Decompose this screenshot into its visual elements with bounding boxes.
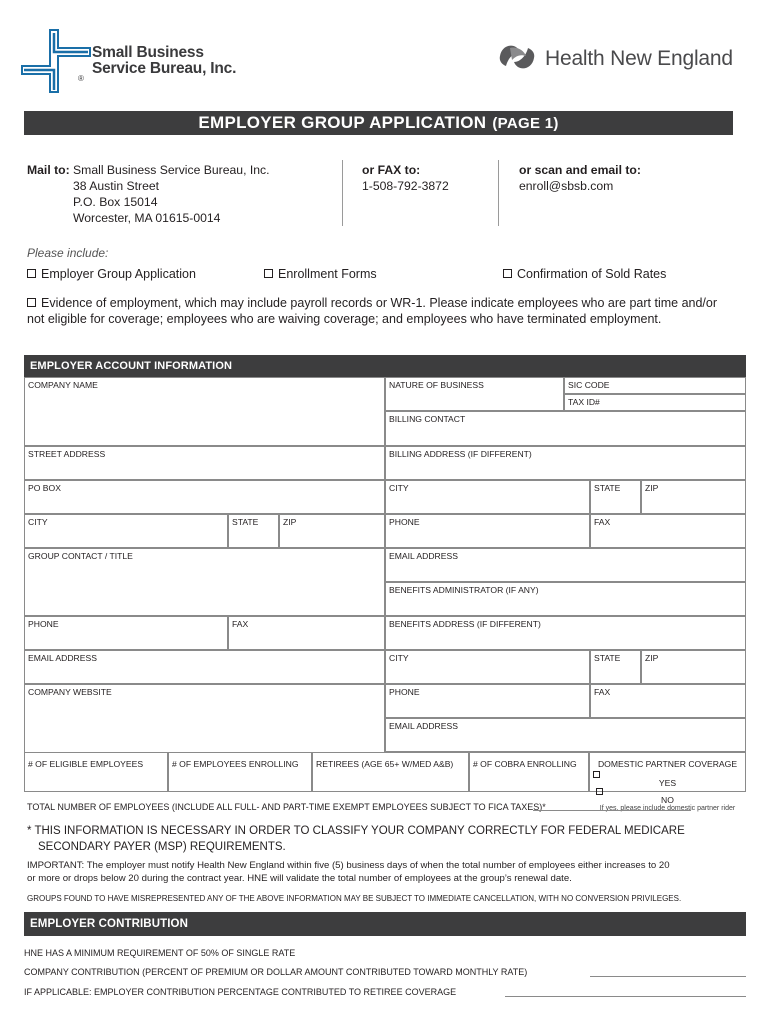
include-item-enrollment[interactable] [264,267,377,281]
no-checkbox-icon[interactable] [596,788,603,795]
page-title [24,111,733,135]
field-sic-code[interactable]: SIC CODE [564,377,746,394]
field-billing-zip[interactable]: ZIP [641,480,746,514]
field-billing-contact[interactable]: BILLING CONTACT [385,411,746,446]
checkbox-icon[interactable] [27,298,36,307]
no-label: NO [661,795,674,805]
checkbox-icon[interactable] [264,269,273,278]
msp-line2: SECONDARY PAYER (MSP) REQUIREMENTS. [38,841,286,853]
field-billing-phone[interactable]: PHONE [385,514,590,548]
include-item-label: Employer Group Application [41,267,196,281]
field-billing-email[interactable]: EMAIL ADDRESS [385,548,746,582]
divider [342,160,343,226]
sbsb-logo-text [92,45,236,77]
scan-block [519,162,641,194]
title-page: (PAGE 1) [492,114,559,132]
scan-email[interactable]: enroll@sbsb.com [519,179,614,193]
company-contribution-input[interactable] [590,976,746,977]
company-contribution-label: COMPANY CONTRIBUTION (PERCENT OF PREMIUM OR DOLLAR AMOUNT CONTRIBUTED TOWARD MONTHLY RATE) [24,967,528,977]
msp-line1: * THIS INFORMATION IS NECESSARY IN ORDER TO CLASSIFY YOUR COMPANY CORRECTLY FOR FEDERAL MEDICARE [27,825,685,837]
fax-block [362,162,449,194]
mail-label: Mail to: [27,163,70,177]
mail-line1: Small Business Service Bureau, Inc. [73,163,270,177]
important-line2: or more or drops below 20 during the contract year. HNE will validate the total number of employees at the group’s renewal date. [27,873,572,884]
yes-label: YES [658,778,677,788]
field-company-website[interactable]: COMPANY WEBSITE [24,684,385,752]
field-company-name[interactable]: COMPANY NAME [24,377,385,446]
minimum-requirement: HNE HAS A MINIMUM REQUIREMENT OF 50% OF SINGLE RATE [24,948,296,958]
field-cobra-enrolling[interactable]: # OF COBRA ENROLLING [469,752,589,792]
fax-number: 1-508-792-3872 [362,179,449,193]
field-billing-address[interactable]: BILLING ADDRESS (IF DIFFERENT) [385,446,746,480]
mail-line2: 38 Austin Street [73,179,160,193]
msp-notice [27,823,685,855]
mail-line4: Worcester, MA 01615-0014 [73,211,221,225]
mail-line3: P.O. Box 15014 [73,195,158,209]
field-city[interactable]: CITY [24,514,228,548]
yes-checkbox-icon[interactable] [593,771,600,778]
divider [498,160,499,226]
field-zip[interactable]: ZIP [279,514,385,548]
field-phone[interactable]: PHONE [24,616,228,650]
field-employees-enrolling[interactable]: # OF EMPLOYEES ENROLLING [168,752,312,792]
domestic-label: DOMESTIC PARTNER COVERAGE [597,759,738,769]
hne-logo-icon [496,40,538,74]
include-label: Please include: [27,246,109,260]
total-employees-label: TOTAL NUMBER OF EMPLOYEES (INCLUDE ALL FULL- AND PART-TIME EXEMPT EMPLOYEES SUBJECT TO FICA TAXES)* [27,802,546,812]
field-domestic-partner [589,752,746,812]
sbsb-line2: Service Bureau, Inc. [92,60,237,77]
field-benefits-fax[interactable]: FAX [590,684,746,718]
include-item-label: Evidence of employment, which may include payroll records or WR-1. Please indicate employees who are part time and/or [41,296,718,310]
registered-mark: ® [78,74,84,83]
field-benefits-address[interactable]: BENEFITS ADDRESS (IF DIFFERENT) [385,616,746,650]
domestic-note: If yes, please include domestic partner rider [599,805,736,812]
field-benefits-phone[interactable]: PHONE [385,684,590,718]
field-billing-fax[interactable]: FAX [590,514,746,548]
sbsb-line1: Small Business [92,44,204,61]
field-email[interactable]: EMAIL ADDRESS [24,650,385,684]
field-po-box[interactable]: PO BOX [24,480,385,514]
mail-block [27,162,270,226]
field-tax-id[interactable]: TAX ID# [564,394,746,411]
section-header-account: EMPLOYER ACCOUNT INFORMATION [24,355,746,377]
include-item-label-cont: not eligible for coverage; employees who are waiving coverage; and employees who have terminated employment. [27,312,662,326]
field-eligible-employees[interactable]: # OF ELIGIBLE EMPLOYEES [24,752,168,792]
include-item-application[interactable] [27,267,196,281]
hne-logo-text: Health New England [545,47,733,70]
include-item-label: Confirmation of Sold Rates [517,267,667,281]
field-billing-state[interactable]: STATE [590,480,641,514]
field-street-address[interactable]: STREET ADDRESS [24,446,385,480]
field-state[interactable]: STATE [228,514,279,548]
section-header-contribution: EMPLOYER CONTRIBUTION [24,912,746,936]
fax-label: or FAX to: [362,163,421,177]
field-nature-of-business[interactable]: NATURE OF BUSINESS [385,377,564,411]
scan-label: or scan and email to: [519,163,641,177]
field-benefits-state[interactable]: STATE [590,650,641,684]
title-main: EMPLOYER GROUP APPLICATION [198,113,487,132]
sbsb-logo-icon [20,28,92,94]
include-item-rates[interactable] [503,267,666,281]
field-benefits-zip[interactable]: ZIP [641,650,746,684]
field-billing-city[interactable]: CITY [385,480,590,514]
include-item-evidence[interactable] [27,295,717,327]
field-benefits-city[interactable]: CITY [385,650,590,684]
include-item-label: Enrollment Forms [278,267,377,281]
field-retirees[interactable]: RETIREES (AGE 65+ W/MED A&B) [312,752,469,792]
field-benefits-email[interactable]: EMAIL ADDRESS [385,718,746,752]
misrep-notice: GROUPS FOUND TO HAVE MISREPRESENTED ANY OF THE ABOVE INFORMATION MAY BE SUBJECT TO IMMEDIATE CANCELLATION, WITH NO CONVERSION PRIVILEGES. [27,894,682,903]
retiree-contribution-input[interactable] [505,996,746,997]
checkbox-icon[interactable] [503,269,512,278]
field-fax[interactable]: FAX [228,616,385,650]
important-notice [27,859,670,885]
retiree-contribution-label: IF APPLICABLE: EMPLOYER CONTRIBUTION PERCENTAGE CONTRIBUTED TO RETIREE COVERAGE [24,987,457,997]
field-group-contact[interactable]: GROUP CONTACT / TITLE [24,548,385,616]
field-benefits-admin[interactable]: BENEFITS ADMINISTRATOR (IF ANY) [385,582,746,616]
important-line1: IMPORTANT: The employer must notify Health New England within five (5) business days of when the total number of employees either increases to 20 [27,860,670,871]
total-employees-input[interactable] [533,810,691,811]
checkbox-icon[interactable] [27,269,36,278]
